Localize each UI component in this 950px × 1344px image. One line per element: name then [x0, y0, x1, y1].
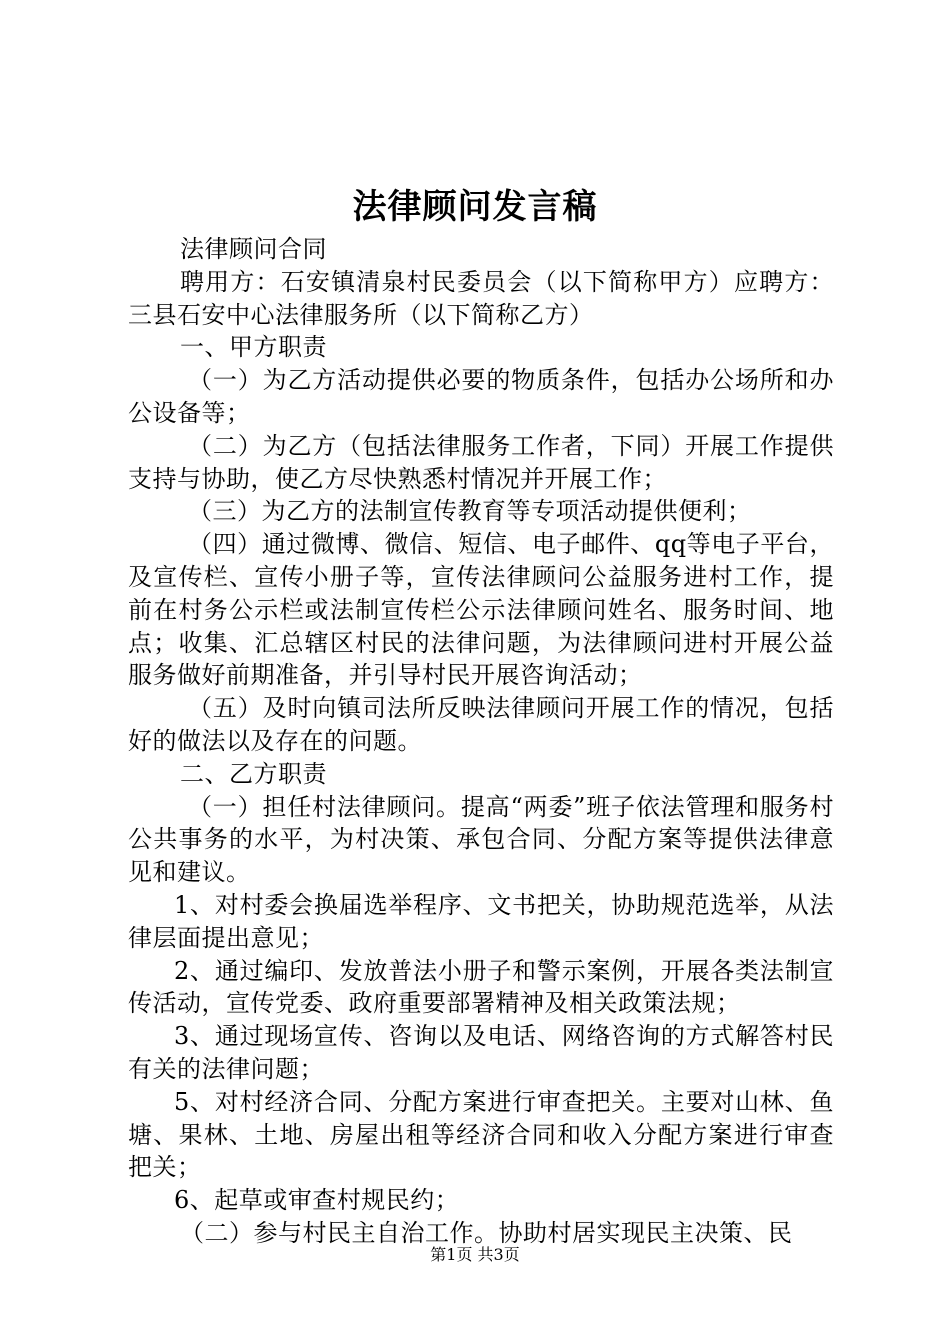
document-title: 法律顾问发言稿 [352, 187, 598, 227]
body-paragraph: 2、通过编印、发放普法小册子和警示案例，开展各类法制宣传活动，宣传党委、政府重要部署精神及相关政策法规； [128, 956, 834, 1018]
body-paragraph: 3、通过现场宣传、咨询以及电话、网络咨询的方式解答村民有关的法律问题； [128, 1022, 834, 1083]
document-body [128, 233, 834, 1250]
body-paragraph: （四）通过微博、微信、短信、电子邮件、qq等电子平台，及宣传栏、宣传小册子等，宣传法律顾问公益服务进村工作，提前在村务公示栏或法制宣传栏公示法律顾问姓名、服务时间、地点；收集、汇总辖区村民的法律问题，为法律顾问进村开展公益服务做好前期准备，并引导村民开展咨询活动； [128, 530, 834, 690]
body-paragraph: 二、乙方职责 [180, 759, 327, 788]
body-paragraph: 6、起草或审查村规民约； [174, 1186, 460, 1215]
body-paragraph: 一、甲方职责 [180, 333, 327, 362]
body-paragraph: （二）参与村民主自治工作。协助村居实现民主决策、民 [180, 1218, 793, 1247]
page-footer: 第1页 共3页 [430, 1245, 520, 1264]
body-paragraph: 法律顾问合同 [180, 235, 327, 263]
body-paragraph: （三）为乙方的法制宣传教育等专项活动提供便利； [188, 497, 752, 526]
body-paragraph: （一）为乙方活动提供必要的物质条件，包括办公场所和办公设备等； [128, 366, 834, 427]
body-paragraph: （一）担任村法律顾问。提高“两委”班子依法管理和服务村公共事务的水平，为村决策、承包合同、分配方案等提供法律意见和建议。 [128, 792, 834, 887]
body-paragraph: 1、对村委会换届选举程序、文书把关，协助规范选举，从法律层面提出意见； [128, 890, 834, 952]
body-paragraph: 聘用方：石安镇清泉村民委员会（以下简称甲方）应聘方：三县石安中心法律服务所（以下简称乙方） [128, 267, 834, 329]
body-paragraph: （五）及时向镇司法所反映法律顾问开展工作的情况，包括好的做法以及存在的问题。 [128, 694, 834, 755]
body-paragraph: （二）为乙方（包括法律服务工作者，下同）开展工作提供支持与协助，使乙方尽快熟悉村情况并开展工作； [128, 431, 834, 493]
body-paragraph: 5、对村经济合同、分配方案进行审查把关。主要对山林、鱼塘、果林、土地、房屋出租等经济合同和收入分配方案进行审查把关； [128, 1087, 834, 1182]
